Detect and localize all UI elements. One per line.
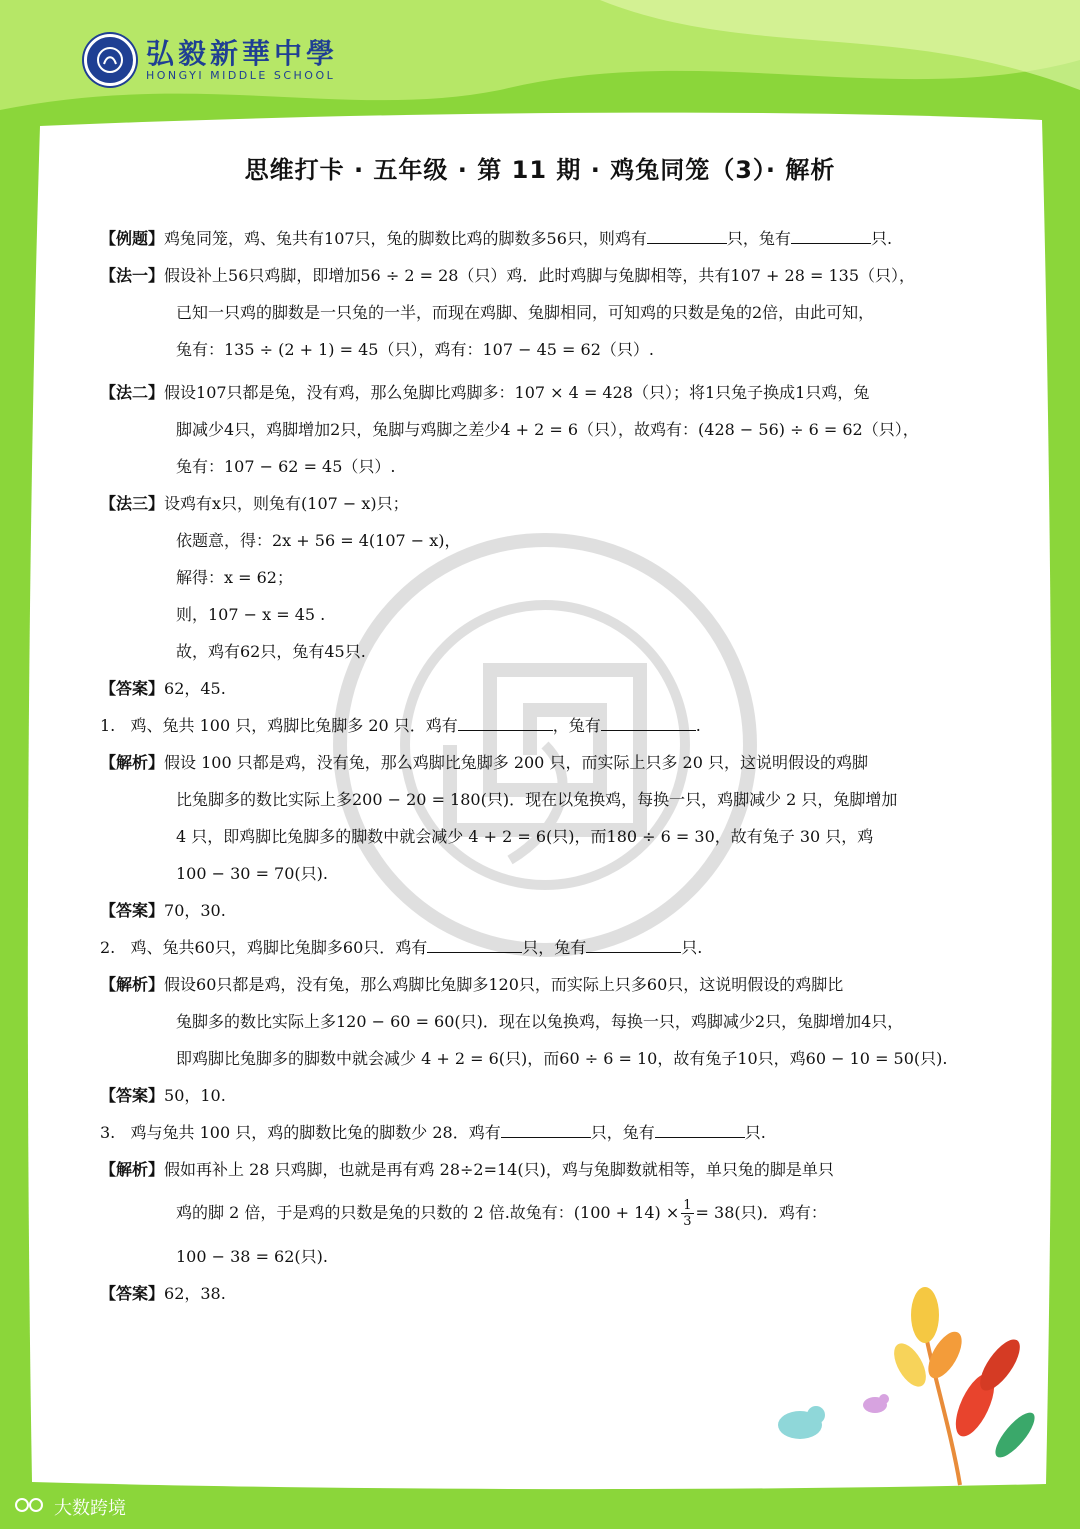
answer-blank <box>501 1115 591 1138</box>
method-3-line-3: 解得：x = 62； <box>176 568 293 587</box>
method-1-line-3: 兔有：135 ÷ (2 + 1) = 45（只），鸡有：107 − 45 = 62（只）. <box>176 340 654 359</box>
q1-solution-line-1: 【解析】假设 100 只都是鸡，没有兔，那么鸡脚比兔脚多 200 只，而实际上只多 20 只，这说明假设的鸡脚 <box>100 753 868 772</box>
q1-solution-line-3: 4 只，即鸡脚比兔脚多的脚数中就会减少 4 + 2 = 6(只)，而180 ÷ 6 = 30，故有兔子 30 只，鸡 <box>176 827 874 846</box>
brand-name: 大数跨境 <box>54 1498 126 1519</box>
answer-blank <box>647 221 727 244</box>
q2-answer: 【答案】50，10. <box>100 1086 226 1105</box>
plant-birds-decoration <box>760 1285 1060 1495</box>
method-2-line-2: 脚减少4只，鸡脚增加2只，兔脚与鸡脚之差少4 + 2 = 6（只），故鸡有：(428 − 56) ÷ 6 = 62（只）， <box>176 420 919 439</box>
brand-watermark <box>14 1494 126 1520</box>
example-tag: 【例题】 <box>100 229 165 248</box>
question-1: 1. 鸡、兔共 100 只，鸡脚比兔脚多 20 只．鸡有 ，兔有 . <box>100 707 990 744</box>
question-2: 2. 鸡、兔共60只，鸡脚比兔脚多60只．鸡有 只，兔有 只. <box>100 929 990 966</box>
q2-solution-line-2: 兔脚多的数比实际上多120 − 60 = 60(只)．现在以兔换鸡，每换一只，鸡脚减少2只，兔脚增加4只， <box>176 1012 904 1031</box>
q1-solution-line-2: 比兔脚多的数比实际上多200 − 20 = 180(只)．现在以兔换鸡，每换一只，鸡脚减少 2 只，兔脚增加 <box>176 790 898 809</box>
q2-solution-line-1: 【解析】假设60只都是鸡，没有兔，那么鸡脚比兔脚多120只，而实际上只多60只，这说明假设的鸡脚比 <box>100 975 844 994</box>
q3-solution-line-2: 鸡的脚 2 倍，于是鸡的只数是兔的只数的 2 倍.故兔有：(100 + 14) × $\frac{1}{3}$ = 38(只)．鸡有： <box>176 1198 827 1229</box>
method-2-line-1: 【法二】假设107只都是兔，没有鸡，那么兔脚比鸡脚多：107 × 4 = 428（只）；将1只兔子换成1只鸡，兔 <box>100 383 870 402</box>
fraction-one-third: $\frac{1}{3}$ <box>683 1198 692 1229</box>
brand-logo-icon <box>14 1495 48 1520</box>
method-3-line-2: 依题意，得：2x + 56 = 4(107 − x)， <box>176 531 461 550</box>
method-3-line-4: 则，107 − x = 45 . <box>176 605 326 624</box>
school-name-en: HONGYI MIDDLE SCHOOL <box>146 68 336 82</box>
school-logo <box>84 34 338 86</box>
method-1-line-1: 【法一】假设补上56只鸡脚，即增加56 ÷ 2 = 28（只）鸡．此时鸡脚与兔脚相等，共有107 + 28 = 135（只）， <box>100 266 916 285</box>
example-answer: 【答案】62，45. <box>100 679 226 698</box>
question-3: 3. 鸡与兔共 100 只，鸡的脚数比兔的脚数少 28．鸡有 只，兔有 只. <box>100 1114 990 1151</box>
answer-blank <box>655 1115 745 1138</box>
q1-answer: 【答案】70，30. <box>100 901 226 920</box>
worksheet-content <box>100 220 990 1312</box>
method-1-line-2: 已知一只鸡的脚数是一只兔的一半，而现在鸡脚、兔脚相同，可知鸡的只数是兔的2倍，由此可知， <box>176 303 875 322</box>
method-3-line-1: 【法三】设鸡有x只，则兔有(107 − x)只； <box>100 494 409 513</box>
answer-blank <box>586 930 681 953</box>
example-question: 【例题】鸡兔同笼，鸡、兔共有107只，兔的脚数比鸡的脚数多56只，则鸡有 只，兔有 只. <box>100 220 990 257</box>
answer-blank <box>601 708 696 731</box>
answer-blank <box>458 708 553 731</box>
q3-solution-line-3: 100 − 38 = 62(只). <box>176 1247 328 1266</box>
school-name-cn: 弘毅新華中學 <box>146 36 339 70</box>
q3-solution-line-1: 【解析】假如再补上 28 只鸡脚，也就是再有鸡 28÷2=14(只)，鸡与兔脚数就相等，单只兔的脚是单只 <box>100 1160 834 1179</box>
page-title: 思维打卡 · 五年级 · 第 11 期 · 鸡兔同笼（3）· 解析 <box>244 156 836 184</box>
q3-answer: 【答案】62，38. <box>100 1284 226 1303</box>
q2-solution-line-3: 即鸡脚比兔脚多的脚数中就会减少 4 + 2 = 6(只)，而60 ÷ 6 = 10，故有兔子10只，鸡60 − 10 = 50(只). <box>176 1049 948 1068</box>
school-emblem-icon <box>84 34 136 86</box>
answer-blank <box>791 221 871 244</box>
method-3-line-5: 故，鸡有62只，兔有45只. <box>176 642 366 661</box>
answer-blank <box>427 930 522 953</box>
method-2-line-3: 兔有：107 − 62 = 45（只）. <box>176 457 396 476</box>
q1-solution-line-4: 100 − 30 = 70(只). <box>176 864 328 883</box>
